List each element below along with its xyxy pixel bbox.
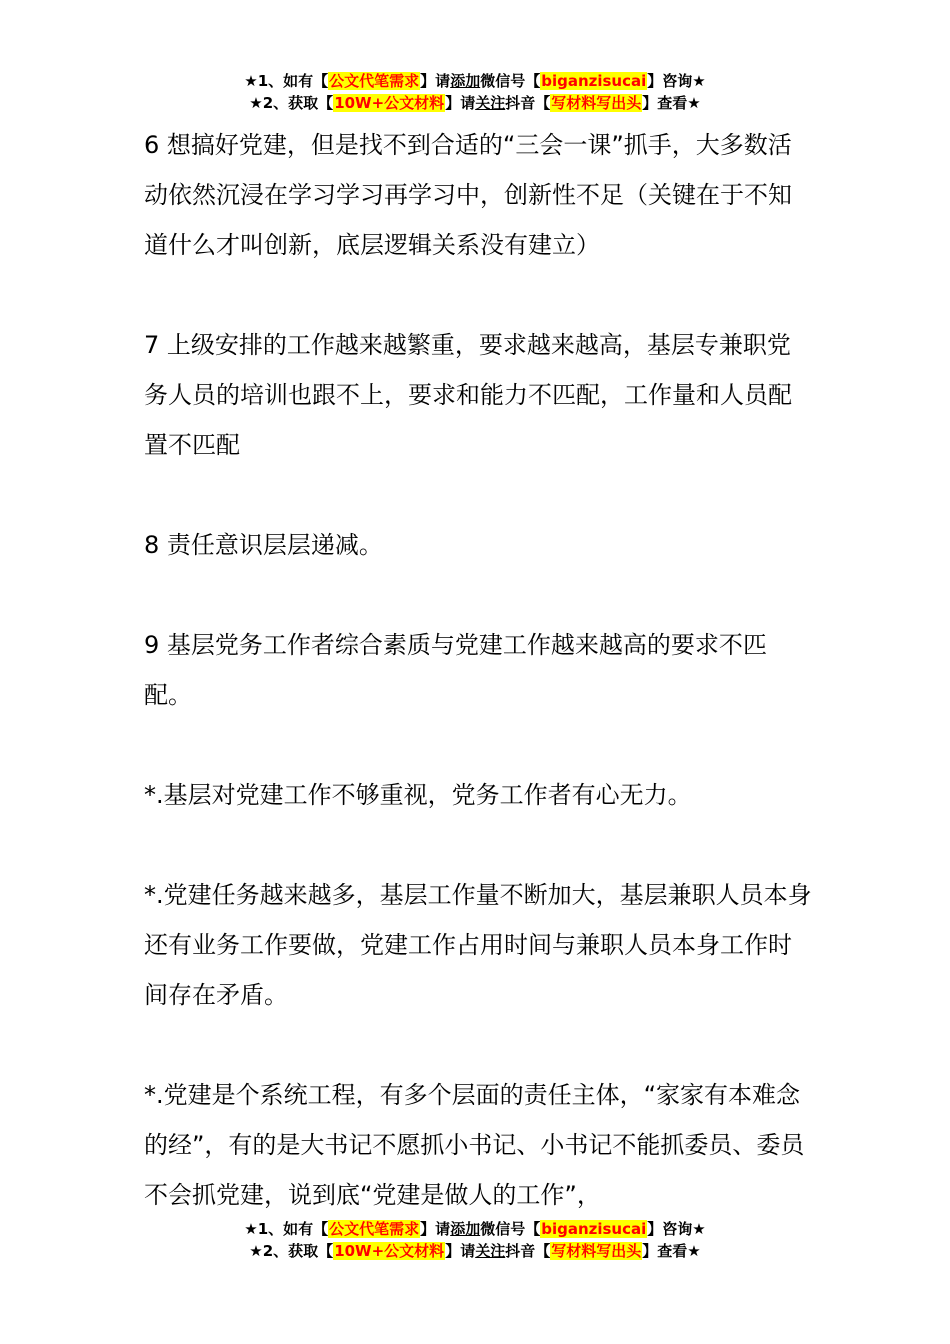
banner-text: 】请 (420, 1220, 451, 1238)
footer-banner (0, 1218, 950, 1262)
banner-highlight: 写材料写出头 (551, 1242, 642, 1260)
banner-text: 】查看★ (642, 94, 701, 112)
paragraph: *.基层对党建工作不够重视，党务工作者有心无力。 (144, 781, 692, 809)
banner-underline: 添加 (450, 72, 481, 90)
banner-underline: 添加 (450, 1220, 481, 1238)
document-body (144, 120, 812, 1270)
banner-text: 抖音【 (505, 1242, 551, 1260)
banner-line-1 (0, 70, 950, 92)
banner-highlight: 公文代笔需求 (329, 72, 420, 90)
banner-text: 】咨询★ (647, 72, 706, 90)
paragraph: *.党建任务越来越多，基层工作量不断加大，基层兼职人员本身还有业务工作要做，党建工作占用时间与兼职人员本身工作时间存在矛盾。 (144, 881, 812, 1009)
banner-text: ★1、如有【 (244, 72, 329, 90)
banner-highlight: 写材料写出头 (551, 94, 642, 112)
banner-text: ★2、获取【 (249, 94, 334, 112)
banner-text: ★2、获取【 (249, 1242, 334, 1260)
banner-text: ★1、如有【 (244, 1220, 329, 1238)
banner-underline: 关注 (475, 1242, 506, 1260)
banner-highlight: 10W+公文材料 (334, 94, 445, 112)
header-banner (0, 70, 950, 114)
banner-underline: 关注 (475, 94, 506, 112)
banner-highlight: 公文代笔需求 (329, 1220, 420, 1238)
banner-text: 】请 (445, 1242, 476, 1260)
banner-highlight: biganzisucai (541, 1220, 647, 1238)
banner-text: 】查看★ (642, 1242, 701, 1260)
banner-highlight: 10W+公文材料 (334, 1242, 445, 1260)
banner-text: 抖音【 (505, 94, 551, 112)
banner-text: 微信号【 (480, 1220, 541, 1238)
banner-line-2 (0, 1240, 950, 1262)
banner-text: 】请 (420, 72, 451, 90)
paragraph: 6 想搞好党建，但是找不到合适的“三会一课”抓手，大多数活动依然沉浸在学习学习再学习中，创新性不足（关键在于不知道什么才叫创新，底层逻辑关系没有建立） (144, 131, 792, 259)
paragraph: 9 基层党务工作者综合素质与党建工作越来越高的要求不匹配。 (144, 631, 767, 709)
banner-text: 】请 (445, 94, 476, 112)
banner-text: 微信号【 (480, 72, 541, 90)
paragraph: 7 上级安排的工作越来越繁重，要求越来越高，基层专兼职党务人员的培训也跟不上，要求和能力不匹配，工作量和人员配置不匹配 (144, 331, 792, 459)
banner-text: 】咨询★ (647, 1220, 706, 1238)
banner-line-2 (0, 92, 950, 114)
banner-line-1 (0, 1218, 950, 1240)
banner-highlight: biganzisucai (541, 72, 647, 90)
paragraph: 8 责任意识层层递减。 (144, 531, 383, 559)
paragraph: *.党建是个系统工程，有多个层面的责任主体，“家家有本难念的经”，有的是大书记不愿抓小书记、小书记不能抓委员、委员不会抓党建，说到底“党建是做人的工作”， (144, 1081, 805, 1209)
